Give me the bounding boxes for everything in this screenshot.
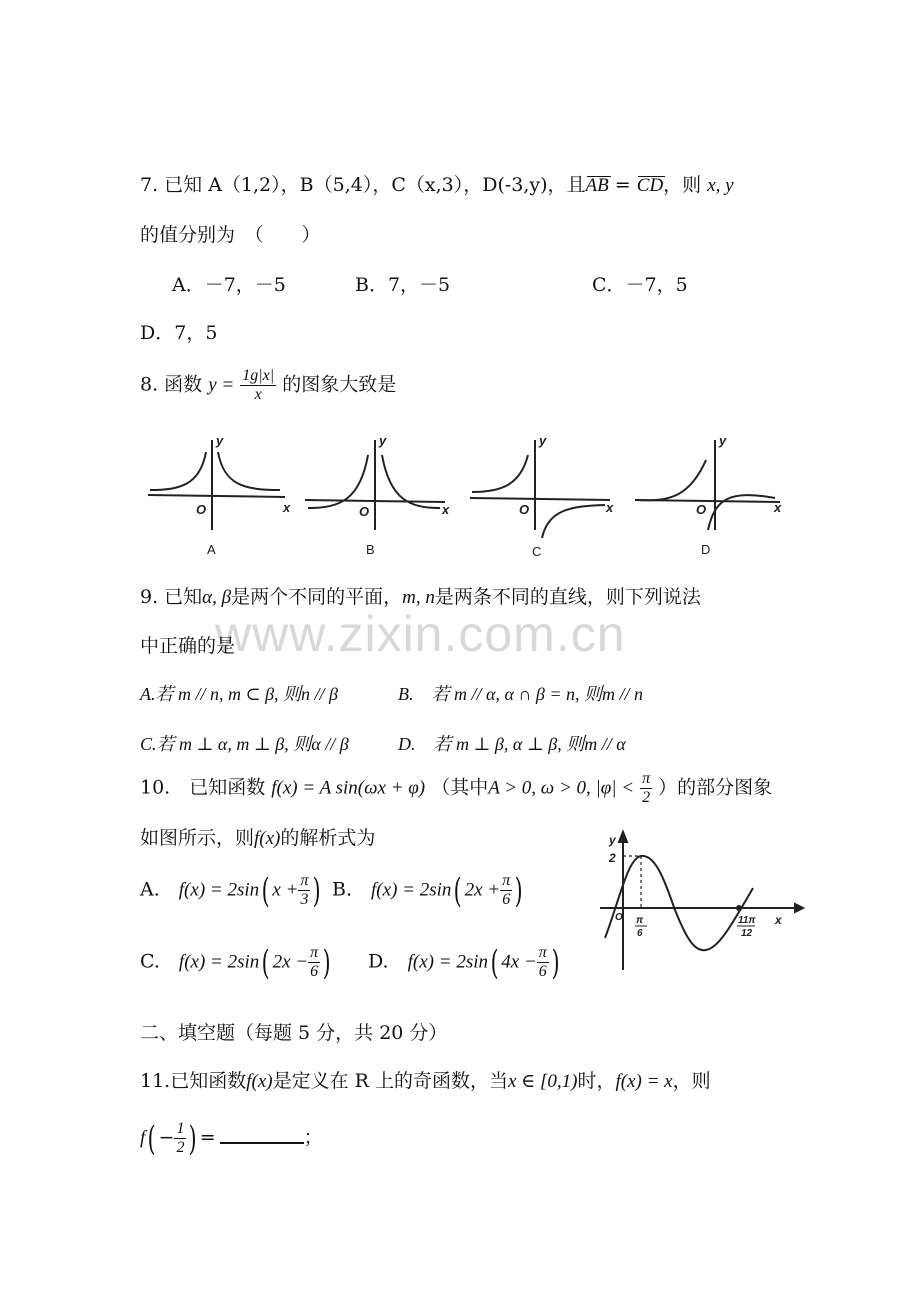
opt-frac	[308, 944, 320, 981]
frac-den: 2	[176, 1139, 185, 1156]
graph-b-origin: O	[359, 504, 370, 519]
q11-text-d: ，则	[672, 1070, 711, 1092]
graph-b-right-branch	[382, 455, 440, 508]
q10-origin: O	[615, 912, 623, 923]
q10-x-label: x	[775, 913, 782, 927]
graph-d-label: D	[701, 542, 711, 557]
q11-neg: −	[158, 1126, 175, 1149]
graph-b	[305, 440, 445, 530]
opt-inner: 4x −	[501, 951, 537, 973]
vector-cd: CD	[636, 175, 664, 196]
graph-c-y-label: y	[539, 433, 547, 448]
graph-d-y-label: y	[719, 433, 727, 448]
q7-option-d: D．7，5	[140, 322, 218, 344]
q10-zero-point	[736, 905, 742, 911]
frac-num: π	[310, 944, 319, 961]
q8-suffix: 的图象大致是	[282, 373, 397, 396]
q10-cond-open: （其中	[431, 776, 489, 799]
opt-inner: x +	[272, 879, 299, 901]
q11-fx: f(x)	[246, 1071, 273, 1092]
q8-lhs: y =	[208, 374, 235, 396]
graph-d	[635, 440, 780, 530]
opt-expr: f(x) = 2sin	[178, 951, 260, 973]
frac-num: π	[538, 944, 547, 961]
graph-c-origin: O	[519, 502, 530, 517]
graph-a-x-label: x	[283, 500, 291, 515]
q9-text-b: 是两个不同的平面，	[231, 586, 403, 608]
q10-line2	[140, 823, 375, 850]
q9-line1	[140, 582, 701, 609]
q10-option-d: D. f(x) = 2sin( 4x − $\frac{\pi}{6}$ )	[368, 942, 560, 983]
graph-a-label: A	[207, 542, 216, 557]
q11-f: f	[140, 1127, 146, 1149]
opt-frac	[500, 872, 512, 909]
q10-tick2-den: 12	[741, 928, 753, 939]
graph-a-origin: O	[196, 502, 207, 517]
q10-conditions: A > 0, ω > 0, |φ| <	[488, 777, 635, 799]
q10-peak-value: 2	[609, 851, 616, 865]
q10-y-label: y	[609, 833, 616, 847]
frac-num: π	[502, 872, 511, 889]
q9-text-c: 是两条不同的直线，则下列说法	[434, 586, 701, 608]
graph-c-x-axis	[470, 498, 610, 500]
q8-graphs	[140, 430, 790, 565]
q9-option-c: C.若 m ⊥ α, m ⊥ β, 则α // β	[140, 734, 349, 754]
graph-a-y-label: y	[216, 433, 224, 448]
opt-label: D.	[368, 950, 389, 973]
graph-d-origin: O	[696, 502, 707, 517]
frac-num: π	[642, 770, 651, 787]
graph-c-left-branch	[472, 455, 528, 492]
opt-inner: 2x −	[272, 951, 309, 973]
q9-line2: 中正确的是	[140, 635, 236, 657]
q10-cond-close: ）的部分图象	[658, 776, 773, 799]
frac-num: π	[300, 872, 309, 889]
opt-expr: f(x) = 2sin	[178, 879, 260, 901]
q7-line2	[140, 220, 321, 247]
frac-den: 6	[538, 963, 547, 980]
q9-option-d: D. 若 m ⊥ β, α ⊥ β, 则m // α	[398, 734, 626, 754]
q10-text2: 如图所示，则	[140, 827, 255, 849]
q10-option-c: C. f(x) = 2sin( 2x − $\frac{\pi}{6}$ )	[140, 942, 331, 983]
frac-den: 6	[502, 891, 511, 908]
opt-inner: 2x +	[464, 879, 501, 901]
graph-d-x-label: x	[774, 500, 782, 515]
q11-fraction	[174, 1120, 186, 1157]
q10-option-b: B. f(x) = 2sin( 2x + $\frac{\pi}{6}$ )	[332, 870, 523, 911]
q10-option-a: A. f(x) = 2sin( x + $\frac{\pi}{3}$ )	[140, 870, 322, 911]
q11-line2: f( − $\frac{1}{2}$ ) = ；	[140, 1118, 323, 1159]
opt-expr: f(x) = 2sin	[407, 951, 488, 973]
q10-graph	[595, 828, 805, 978]
q9-text-a: 9. 已知	[140, 586, 203, 608]
equals: =	[608, 174, 637, 196]
graph-c-label: C	[532, 544, 542, 559]
q11-answer-blank[interactable]	[220, 1142, 304, 1144]
q7-vars: x, y	[707, 175, 734, 196]
graph-b-x-label: x	[442, 502, 450, 517]
q10-pi-over-2	[640, 770, 652, 807]
graph-b-label: B	[366, 542, 375, 557]
opt-frac	[298, 872, 310, 909]
q7-line1	[140, 170, 734, 197]
frac-den: 6	[310, 963, 319, 980]
q11-condition: x ∈ [0,1)	[507, 1071, 578, 1092]
q11-text-c: 时，	[577, 1070, 616, 1092]
vector-ab: AB	[585, 175, 609, 196]
q11-text-b: 是定义在 R 上的奇函数，当	[272, 1070, 508, 1092]
frac-den: 3	[300, 891, 309, 908]
q7-text-end: ，则	[663, 174, 702, 196]
graph-a-x-axis	[148, 495, 285, 497]
q10-tick2-num: 11π	[738, 915, 756, 926]
q10-sine-curve	[605, 856, 753, 950]
q7-option-c: C．－7，5	[592, 274, 688, 296]
q11-text-a: 11.已知函数	[140, 1070, 247, 1092]
q8-numerator: 1g|x|	[242, 367, 275, 384]
frac-num: 1	[176, 1120, 185, 1137]
q9-planes: α, β	[202, 587, 232, 608]
q11-end: ；	[303, 1126, 323, 1149]
q8-line	[140, 367, 396, 404]
opt-label: A.	[140, 878, 160, 901]
q11-line1	[140, 1066, 711, 1093]
q10-tick1-num: π	[636, 915, 644, 926]
q11-equals: =	[199, 1126, 216, 1149]
q10-tick1-den: 6	[637, 928, 643, 939]
q10-text2-end: 的解析式为	[280, 827, 376, 849]
q10-function: f(x) = A sin(ωx + φ)	[271, 777, 426, 799]
q7-text2: 的值分别为	[140, 224, 236, 246]
graph-c-x-label: x	[606, 500, 614, 515]
opt-frac	[537, 944, 549, 981]
q11-equation: f(x) = x	[615, 1071, 673, 1092]
graph-d-left-branch	[638, 460, 706, 500]
graph-a-left-branch	[150, 452, 206, 490]
watermark: www.zixin.com.cn	[215, 606, 626, 662]
opt-label: B.	[332, 878, 353, 901]
graph-c-right-branch	[542, 505, 605, 538]
q7-option-b: B．7，－5	[355, 274, 451, 296]
q10-text: 10. 已知函数	[140, 776, 266, 799]
q8-fraction	[240, 367, 276, 404]
q7-text: 7. 已知 A（1,2），B（5,4），C（x,3），D(-3,y)，且	[140, 174, 586, 196]
frac-den: 2	[642, 789, 651, 806]
q10-x-arrow	[795, 904, 803, 912]
graph-b-y-label: y	[379, 433, 387, 448]
graph-a-right-branch	[218, 452, 280, 490]
q7-option-a: A．－7，－5	[172, 274, 286, 296]
q10-fx: f(x)	[254, 828, 281, 849]
q9-option-a: A.若 m // n, m ⊂ β, 则n // β	[140, 684, 339, 704]
graph-a	[148, 440, 285, 530]
q10-y-arrow	[619, 832, 627, 842]
q9-option-b: B. 若 m // α, α ∩ β = n, 则m // n	[398, 684, 644, 704]
q8-denominator: x	[254, 386, 262, 403]
opt-label: C.	[140, 950, 160, 973]
answer-bracket: （ ）	[254, 224, 321, 246]
section2-title: 二、填空题（每题 5 分，共 20 分）	[140, 1022, 448, 1044]
graph-c	[470, 440, 610, 538]
q9-lines: m, n	[402, 587, 435, 608]
q10-line1	[140, 770, 772, 807]
q8-text: 8. 函数	[140, 373, 203, 396]
opt-expr: f(x) = 2sin	[371, 879, 452, 901]
